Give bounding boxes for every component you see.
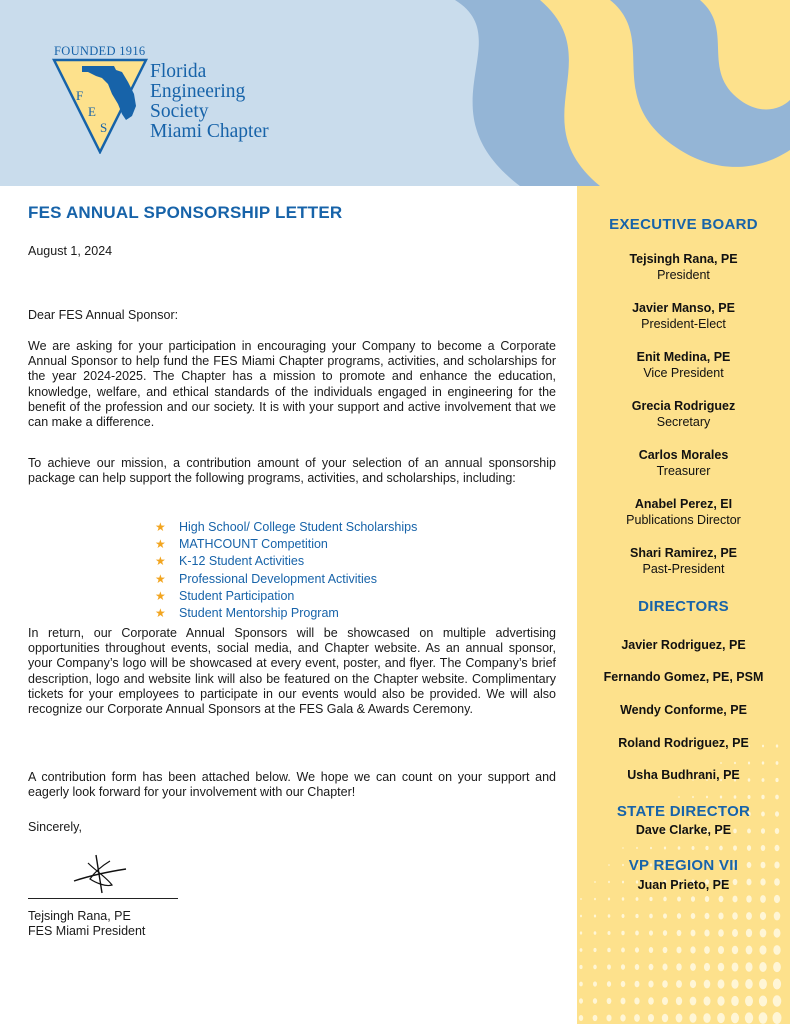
director-name: Fernando Gomez, PE, PSM: [603, 670, 764, 684]
signature-line: [28, 898, 178, 899]
letterhead-banner: [0, 0, 790, 186]
list-item: [155, 571, 417, 588]
letter-date: August 1, 2024: [28, 244, 113, 258]
list-item: [155, 519, 417, 536]
paragraph-3: In return, our Corporate Annual Sponsors will be showcased on multiple advertising opportunities throughout events, social media, and Chapter website. As an annual sponsor, your Company’s logo will be showcased at every event, poster, and flyer. The Company’s brief description, logo and website link will also be featured on the Chapter website. Complimentary tickets for your employees to participate in our events would also be provided. We will also recognize our Corporate Annual Sponsors at the FES Gala & Awards Ceremony.: [28, 626, 556, 717]
logo-letter-s: S: [100, 120, 108, 135]
org-line: Florida: [150, 61, 207, 82]
star-icon: ★: [155, 520, 166, 534]
board-member-role: Secretary: [656, 415, 711, 429]
paragraph-2: To achieve our mission, a contribution amount of your selection of an annual sponsorship package can help support the following programs, activities, and scholarships, including:: [28, 456, 556, 486]
director-name: Wendy Conforme, PE: [620, 703, 747, 717]
director-name: Javier Rodriguez, PE: [621, 638, 746, 652]
organization-name: [150, 62, 269, 142]
programs-list: [155, 519, 417, 622]
star-icon: ★: [155, 537, 166, 552]
board-member-name: Grecia Rodriguez: [631, 399, 736, 413]
org-line: Engineering: [150, 81, 246, 102]
paragraph-1: We are asking for your participation in encouraging your Company to become a Corporate Annual Sponsor to help fund the FES Miami Chapter programs, activities, and scholarships for the year 2024-2025. The Chapter has a mission to promote and enhance the education, knowledge, welfare, and ethical standards of the individuals engaged in engineering for the benefit of the profession and our society. It is with your support and active involvement that we can make a difference.: [28, 339, 556, 430]
director-name: Usha Budhrani, PE: [627, 768, 740, 782]
program-label: MATHCOUNT Competition: [179, 537, 328, 552]
list-item: [155, 588, 417, 605]
logo-letter-f: F: [76, 88, 84, 103]
board-member-name: Carlos Morales: [638, 448, 729, 462]
program-label: Student Participation: [179, 588, 295, 603]
list-item: [155, 605, 417, 622]
board-member-name: Shari Ramirez, PE: [630, 546, 737, 560]
signature-icon: [66, 851, 136, 897]
directors-heading: DIRECTORS: [638, 598, 729, 615]
star-icon: ★: [155, 606, 166, 621]
paragraph-4: A contribution form has been attached below. We hope we can count on your support and eagerly look forward for your involvement with our Chapter!: [28, 770, 556, 800]
board-member-role: President: [657, 268, 710, 282]
board-member-role: President-Elect: [641, 317, 726, 331]
board-member-role: Treasurer: [656, 464, 711, 478]
star-icon: ★: [155, 588, 166, 603]
board-member-name: Tejsingh Rana, PE: [629, 252, 738, 266]
program-label: High School/ College Student Scholarships: [179, 520, 418, 534]
fes-logo: [52, 44, 312, 164]
letter-title: FES ANNUAL SPONSORSHIP LETTER: [28, 203, 343, 222]
state-director-heading: STATE DIRECTOR: [616, 803, 751, 820]
list-item: [155, 553, 417, 570]
board-member-role: Vice President: [643, 366, 724, 380]
signer-name: Tejsingh Rana, PE: [28, 909, 131, 923]
board-member-name: Anabel Perez, EI: [634, 497, 733, 511]
program-label: Student Mentorship Program: [179, 606, 339, 621]
signer-block: [28, 909, 145, 939]
star-icon: ★: [155, 554, 166, 569]
director-name: Roland Rodriguez, PE: [618, 736, 749, 750]
founded-label: FOUNDED 1916: [54, 44, 146, 58]
org-line: Society: [150, 101, 209, 122]
star-icon: ★: [155, 571, 166, 586]
board-member-role: Past-President: [642, 562, 725, 576]
salutation: Dear FES Annual Sponsor:: [28, 308, 179, 322]
board-sidebar: [577, 186, 790, 1024]
state-director-name: Dave Clarke, PE: [635, 823, 732, 837]
region-vp-name: Juan Prieto, PE: [637, 878, 730, 892]
program-label: K-12 Student Activities: [179, 554, 305, 569]
logo-letter-e: E: [88, 104, 96, 119]
signer-title: FES Miami President: [28, 924, 146, 938]
region-vp-heading: VP REGION VII: [628, 857, 739, 874]
board-member-name: Enit Medina, PE: [636, 350, 731, 364]
board-member-role: Publications Director: [626, 513, 741, 527]
org-line: Miami Chapter: [150, 121, 269, 142]
florida-triangle-icon: [52, 58, 148, 154]
board-member-name: Javier Manso, PE: [632, 301, 735, 315]
closing: Sincerely,: [28, 820, 82, 834]
list-item: [155, 536, 417, 553]
program-label: Professional Development Activities: [179, 571, 378, 586]
executive-board-heading: EXECUTIVE BOARD: [609, 216, 758, 233]
